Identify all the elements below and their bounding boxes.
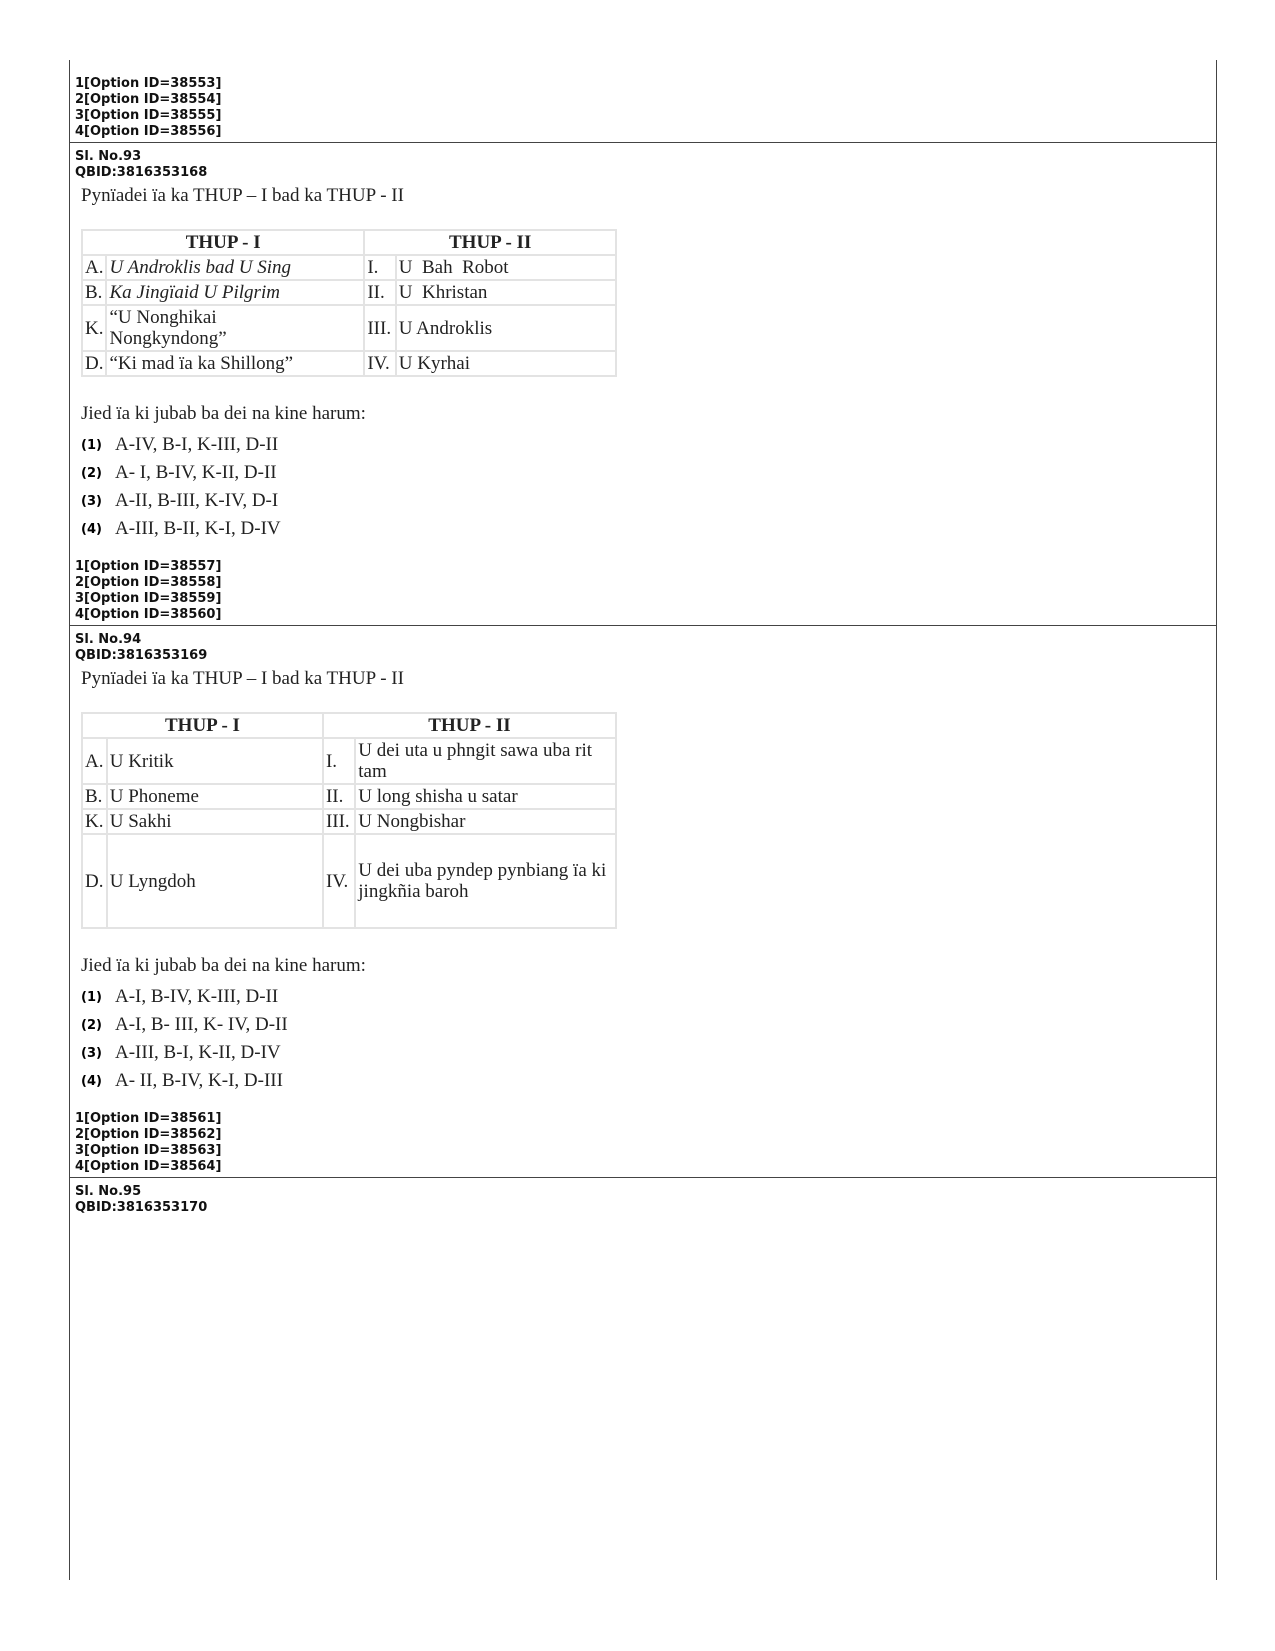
option-number: (4) [81, 521, 102, 537]
row-roman: IV. [364, 351, 395, 376]
prev-question-option-ids [70, 60, 1216, 143]
table-row [82, 305, 616, 351]
answer-option[interactable] [81, 983, 1216, 1011]
row-match: U Nongbishar [355, 809, 616, 834]
row-item: U Phoneme [107, 784, 323, 809]
row-roman: II. [364, 280, 395, 305]
option-id-line: 2[Option ID=38558] [75, 575, 222, 590]
table-row [82, 738, 616, 784]
question-95 [70, 1178, 1216, 1218]
row-key: D. [82, 351, 106, 376]
option-number: (4) [81, 1073, 102, 1089]
page-frame [69, 60, 1217, 1580]
serial-number: Sl. No.94 [75, 632, 142, 647]
row-roman: III. [323, 809, 355, 834]
row-match: U long shisha u satar [355, 784, 616, 809]
option-id-line: 1[Option ID=38561] [75, 1111, 222, 1126]
row-key: A. [82, 255, 106, 280]
row-roman: I. [364, 255, 395, 280]
option-text: A-I, B-IV, K-III, D-II [115, 986, 279, 1007]
option-number: (1) [81, 437, 102, 453]
option-text: A- I, B-IV, K-II, D-II [115, 462, 277, 483]
option-text: A- II, B-IV, K-I, D-III [115, 1070, 283, 1091]
row-item: U Androklis bad U Sing [106, 255, 364, 280]
row-item: “Ki mad ïa ka Shillong” [106, 351, 364, 376]
option-id-line: 1[Option ID=38557] [75, 559, 222, 574]
table-row [82, 351, 616, 376]
option-ids [75, 559, 1216, 623]
option-ids [75, 1111, 1216, 1175]
option-text: A-IV, B-I, K-III, D-II [115, 434, 279, 455]
option-id-line: 4[Option ID=38564] [75, 1159, 222, 1174]
row-roman: III. [364, 305, 395, 351]
option-number: (1) [81, 989, 102, 1005]
answer-prompt: Jied ïa ki jubab ba dei na kine harum: [81, 955, 366, 976]
row-key: A. [82, 738, 107, 784]
row-match: U dei uba pyndep pynbiang ïa ki jingkñia baroh [355, 834, 616, 928]
option-id-line: 4[Option ID=38560] [75, 607, 222, 622]
answer-option[interactable] [81, 1067, 1216, 1095]
question-93 [70, 143, 1216, 626]
row-key: K. [82, 809, 107, 834]
option-number: (3) [81, 493, 102, 509]
qbid: QBID:3816353169 [75, 648, 208, 663]
column-header-1: THUP - I [82, 713, 323, 738]
serial-number: Sl. No.95 [75, 1184, 142, 1199]
row-key: B. [82, 280, 106, 305]
column-header-1: THUP - I [82, 230, 364, 255]
table-row [82, 809, 616, 834]
table-row [82, 834, 616, 928]
option-text: A-III, B-I, K-II, D-IV [115, 1042, 281, 1063]
row-match: U Androklis [396, 305, 616, 351]
option-number: (2) [81, 465, 102, 481]
option-id-line: 3[Option ID=38563] [75, 1143, 222, 1158]
option-id-line: 4[Option ID=38556] [75, 124, 222, 139]
row-roman: IV. [323, 834, 355, 928]
answer-option[interactable] [81, 431, 1216, 459]
serial-number: Sl. No.93 [75, 149, 142, 164]
answer-option[interactable] [81, 1039, 1216, 1067]
answer-option[interactable] [81, 459, 1216, 487]
table-row [82, 255, 616, 280]
qbid: QBID:3816353170 [75, 1200, 208, 1215]
option-text: A-I, B- III, K- IV, D-II [115, 1014, 288, 1035]
table-row [82, 280, 616, 305]
row-item: U Kritik [107, 738, 323, 784]
option-id-line: 3[Option ID=38555] [75, 108, 222, 123]
row-roman: II. [323, 784, 355, 809]
row-roman: I. [323, 738, 355, 784]
row-match: U Bah Robot [396, 255, 616, 280]
answer-option[interactable] [81, 1011, 1216, 1039]
row-item: U Lyngdoh [107, 834, 323, 928]
row-item: Ka Jingïaid U Pilgrim [106, 280, 364, 305]
column-header-2: THUP - II [364, 230, 616, 255]
row-key: K. [82, 305, 106, 351]
option-text: A-III, B-II, K-I, D-IV [115, 518, 281, 539]
option-number: (2) [81, 1017, 102, 1033]
answer-option[interactable] [81, 487, 1216, 515]
row-item: U Sakhi [107, 809, 323, 834]
row-match: U dei uta u phngit sawa uba rit tam [355, 738, 616, 784]
option-number: (3) [81, 1045, 102, 1061]
option-id-line: 2[Option ID=38554] [75, 92, 222, 107]
answer-option[interactable] [81, 515, 1216, 543]
option-id-line: 1[Option ID=38553] [75, 76, 222, 91]
qbid: QBID:3816353168 [75, 165, 208, 180]
question-94 [70, 626, 1216, 1178]
option-id-line: 3[Option ID=38559] [75, 591, 222, 606]
question-text: Pynïadei ïa ka THUP – I bad ka THUP - II [81, 185, 404, 206]
row-key: D. [82, 834, 107, 928]
row-key: B. [82, 784, 107, 809]
table-row [82, 784, 616, 809]
row-match: U Khristan [396, 280, 616, 305]
option-text: A-II, B-III, K-IV, D-I [115, 490, 279, 511]
match-table [81, 712, 617, 929]
column-header-2: THUP - II [323, 713, 616, 738]
row-match: U Kyrhai [396, 351, 616, 376]
question-text: Pynïadei ïa ka THUP – I bad ka THUP - II [81, 668, 404, 689]
row-item: “U Nonghikai Nongkyndong” [106, 305, 364, 351]
match-table [81, 229, 617, 377]
option-id-line: 2[Option ID=38562] [75, 1127, 222, 1142]
answer-prompt: Jied ïa ki jubab ba dei na kine harum: [81, 403, 366, 424]
